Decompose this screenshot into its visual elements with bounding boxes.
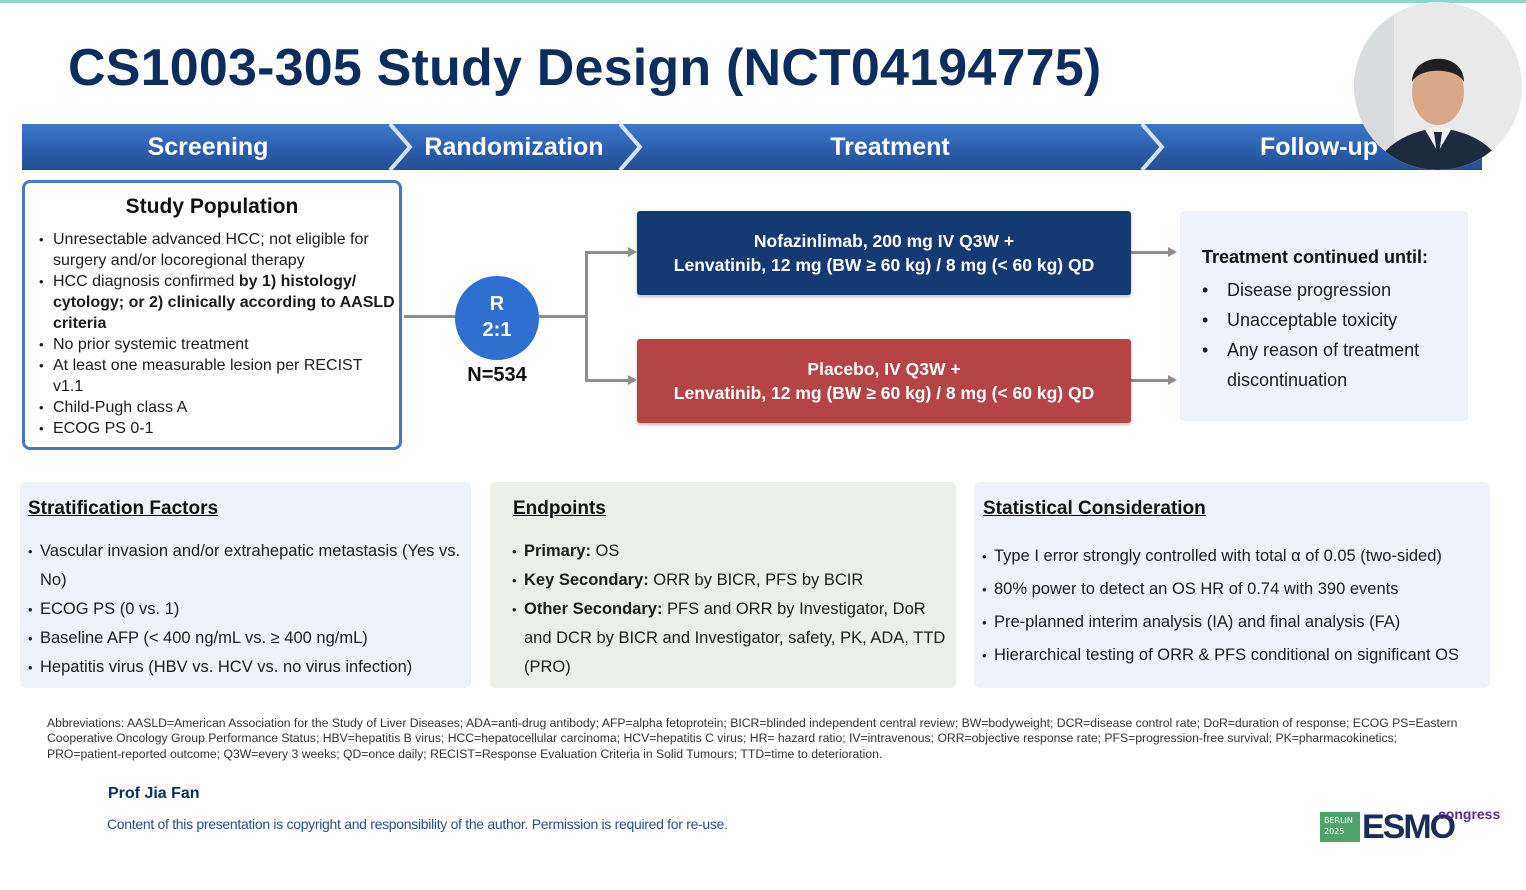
list-item: • Vascular invasion and/or extrahepatic metastasis (Yes vs. No) [28,537,464,595]
treatment-continued-box [1180,211,1468,421]
phase-screening: Screening [147,133,269,161]
phase-treatment: Treatment [830,133,950,161]
list-item [39,229,395,271]
esmo-wordmark: ESMO [1362,808,1455,846]
connector-line [539,315,586,318]
randomization-ratio: 2:1 [482,319,512,341]
study-population-list [39,229,395,439]
list-item [512,537,948,566]
endpoints-list [512,537,948,682]
statistical-list [982,540,1487,672]
endpoints-panel [490,482,956,688]
item-text: No prior systemic treatment [53,336,249,353]
arm-line-2: Lenvatinib, 12 mg (BW ≥ 60 kg) / 8 mg (< 60 kg) QD [673,255,1095,275]
arm-line-1: Nofazinlimab, 200 mg IV Q3W + [753,231,1015,251]
arrow-right-icon [628,247,637,257]
endpoint-label: Other Secondary: [524,600,663,618]
sample-size-label: N=534 [467,364,527,386]
presenter-name: Prof Jia Fan [108,785,200,802]
statistical-heading: Statistical Consideration [983,498,1206,519]
list-item [512,566,948,595]
item-text: Unresectable advanced HCC; not eligible for surgery and/or locoregional therapy [53,231,369,269]
list-item [39,334,395,355]
presenter-avatar [1354,2,1522,170]
connector-line [404,315,456,318]
stratification-list [28,537,464,682]
arm-placebo [637,339,1131,423]
esmo-city-badge [1320,812,1360,842]
connector-line [585,379,629,382]
endpoints-heading: Endpoints [513,498,606,519]
list-item: • Hepatitis virus (HBV vs. HCV vs. no virus infection) [28,653,464,682]
list-item [512,595,948,682]
list-item: • Hierarchical testing of ORR & PFS conditional on significant OS [982,639,1487,672]
connector-line [585,251,629,254]
item-text: ECOG PS 0-1 [53,420,154,437]
abbreviations-footnote: Abbreviations: AASLD=American Association for the Study of Liver Diseases; ADA=anti-drug antibody; AFP=alpha fetoprotein; BICR=blinded independent central review; BW=bodyweight; DCR=disease control rate; DoR=duration of response; ECOG PS=Eastern Cooperative Oncology Group Performance Status; HBV=hepatitis B virus; HCC=hepatocellular carcinoma; HCV=hepatitis C virus; HR= hazard ratio; IV=intravenous; ORR=objective response rate; PFS=progression-free survival; PK=pharmacokinetics; PRO=patient-reported outcome; Q3W=every 3 weeks; QD=once daily; RECIST=Response Evaluation Criteria in Solid Tumours; TTD=time to deterioration. [47,716,1458,761]
phase-randomization: Randomization [424,133,604,161]
connector-line [1131,379,1169,382]
copyright-notice: Content of this presentation is copyright and responsibility of the author. Permission is required for re-use. [107,816,728,832]
esmo-congress-text: congress [1438,806,1501,822]
list-item: • Disease progression [1202,275,1464,305]
list-item: • Pre-planned interim analysis (IA) and final analysis (FA) [982,606,1487,639]
esmo-logo [1320,808,1500,848]
randomization-letter: R [489,293,505,315]
item-text: Child-Pugh class A [53,399,188,416]
endpoint-text: ORR by BICR, PFS by BCIR [648,571,864,589]
endpoint-text: OS [590,542,620,560]
list-item [39,397,395,418]
list-item: • Unacceptable toxicity [1202,305,1464,335]
treatment-continued-heading: Treatment continued until: [1202,247,1429,267]
list-item [39,355,395,397]
list-item: • Type I error strongly controlled with total α of 0.05 (two-sided) [982,540,1487,573]
arm-line-2: Lenvatinib, 12 mg (BW ≥ 60 kg) / 8 mg (< 60 kg) QD [673,383,1095,403]
arrow-right-icon [628,375,637,385]
stratification-panel [20,482,471,688]
study-population-heading: Study Population [125,195,299,218]
list-item: • Any reason of treatment discontinuation [1202,335,1464,395]
endpoint-label: Key Secondary: [524,571,649,589]
endpoint-label: Primary: [524,542,591,560]
connector-line [1131,251,1169,254]
arrow-right-icon [1168,375,1177,385]
phase-banner [22,124,1482,170]
statistical-panel [974,482,1490,688]
arrow-right-icon [1168,247,1177,257]
list-item: • 80% power to detect an OS HR of 0.74 with 390 events [982,573,1487,606]
presenter-video-icon[interactable] [1354,2,1522,170]
top-accent-line [0,0,1526,3]
logo-year: 2025 [1324,827,1345,836]
item-text: At least one measurable lesion per RECIST v1.1 [53,357,363,395]
slide-title: CS1003-305 Study Design (NCT04194775) [68,39,1102,97]
arm-nofazinlimab [637,211,1131,295]
study-population-box [22,180,402,450]
item-text: HCC diagnosis confirmed [53,273,239,290]
connector-line [585,251,588,382]
list-item [39,271,395,334]
stratification-heading: Stratification Factors [28,498,219,519]
treatment-continued-list [1202,275,1464,395]
phase-follow-up: Follow-up [1259,133,1379,161]
list-item: • ECOG PS (0 vs. 1) [28,595,464,624]
arm-line-1: Placebo, IV Q3W + [807,359,961,379]
randomization-circle [455,276,539,360]
list-item [39,418,395,439]
item-bold-text: by 1) histology/ cytology; or 2) clinically according to AASLD criteria [53,273,395,332]
logo-city: BERLIN [1324,816,1353,825]
list-item: • Baseline AFP (< 400 ng/mL vs. ≥ 400 ng/mL) [28,624,464,653]
endpoint-text: PFS and ORR by Investigator, DoR and DCR by BICR and Investigator, safety, PK, ADA, TTD (PRO) [524,600,946,676]
